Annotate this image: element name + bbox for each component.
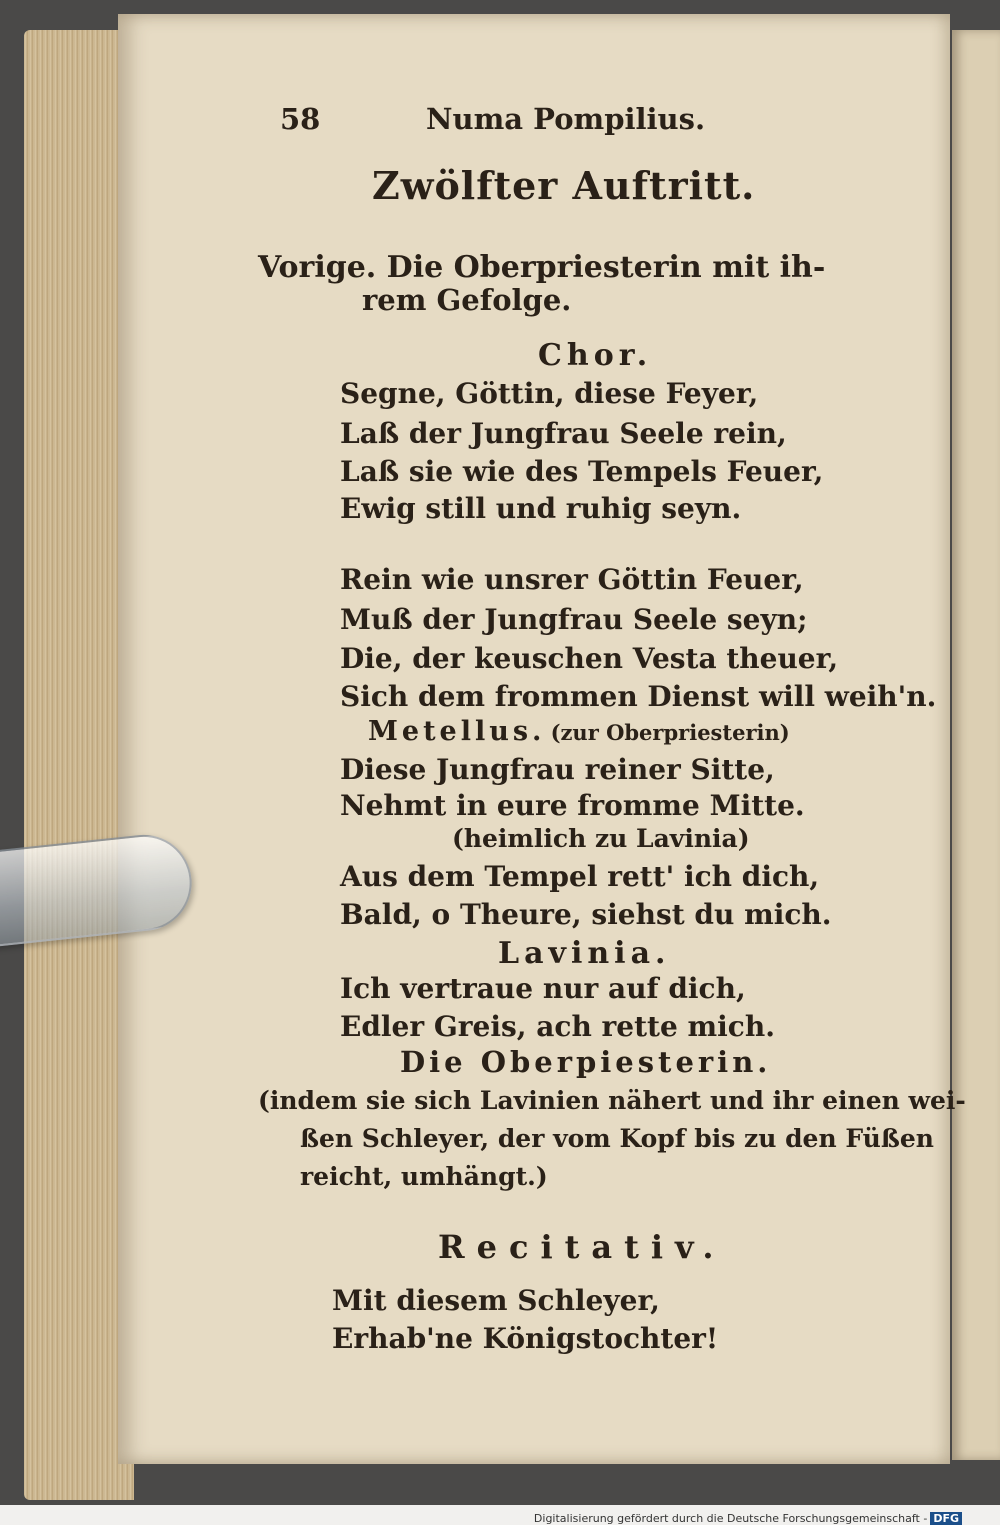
verse-line: Diese Jungfrau reiner Sitte, [340, 753, 775, 786]
stage-direction-aside: (heimlich zu Lavinia) [452, 824, 750, 853]
verse-line: Ich vertraue nur auf dich, [340, 972, 746, 1005]
verse-line: Ewig still und ruhig seyn. [340, 492, 742, 525]
verse-line: Aus dem Tempel rett' ich dich, [340, 860, 820, 893]
digitization-credit [534, 1512, 962, 1525]
verse-line: Muß der Jungfrau Seele seyn; [340, 603, 808, 636]
speaker-chor: Chor. [538, 338, 653, 373]
verse-line: Sich dem frommen Dienst will weih'n. [340, 680, 937, 713]
page-number: 58 [280, 102, 321, 136]
stage-direction-line-2: rem Gefolge. [362, 283, 572, 317]
credit-text: Digitalisierung gefördert durch die Deutsche Forschungsgemeinschaft - [533, 1512, 928, 1525]
speaker-lavinia: Lavinia. [498, 936, 671, 971]
facing-page-edge [952, 30, 1000, 1460]
stage-direction: (zur Oberpriesterin) [550, 720, 790, 745]
metellus-speaker-line [368, 716, 790, 747]
verse-line: Erhab'ne Königstochter! [332, 1322, 719, 1355]
verse-line: Mit diesem Schleyer, [332, 1284, 660, 1317]
stage-direction-line: reicht, umhängt.) [300, 1162, 548, 1191]
verse-line: Nehmt in eure fromme Mitte. [340, 789, 805, 822]
verse-line: Die, der keuschen Vesta theuer, [340, 642, 839, 675]
verse-line: Edler Greis, ach rette mich. [340, 1010, 775, 1043]
scene-heading: Zwölfter Auftritt. [372, 163, 756, 208]
section-recitativ: Recitativ. [438, 1228, 726, 1266]
dfg-logo: DFG [930, 1512, 962, 1525]
speaker-oberpriesterin: Die Oberpiesterin. [400, 1045, 772, 1079]
stage-direction-line: (indem sie sich Lavinien nähert und ihr einen wei- [258, 1086, 966, 1115]
verse-line: Laß der Jungfrau Seele rein, [340, 417, 787, 450]
stage-direction-line-1: Vorige. Die Oberpriesterin mit ih- [258, 250, 826, 285]
speaker-metellus: Metellus. [368, 716, 546, 747]
stage-direction-line: ßen Schleyer, der vom Kopf bis zu den Füßen [300, 1124, 934, 1153]
running-head [280, 102, 705, 136]
verse-line: Segne, Göttin, diese Feyer, [340, 377, 759, 410]
running-title: Numa Pompilius. [426, 102, 706, 136]
verse-line: Bald, o Theure, siehst du mich. [340, 898, 832, 931]
verse-line: Rein wie unsrer Göttin Feuer, [340, 563, 804, 596]
verse-line: Laß sie wie des Tempels Feuer, [340, 455, 824, 488]
